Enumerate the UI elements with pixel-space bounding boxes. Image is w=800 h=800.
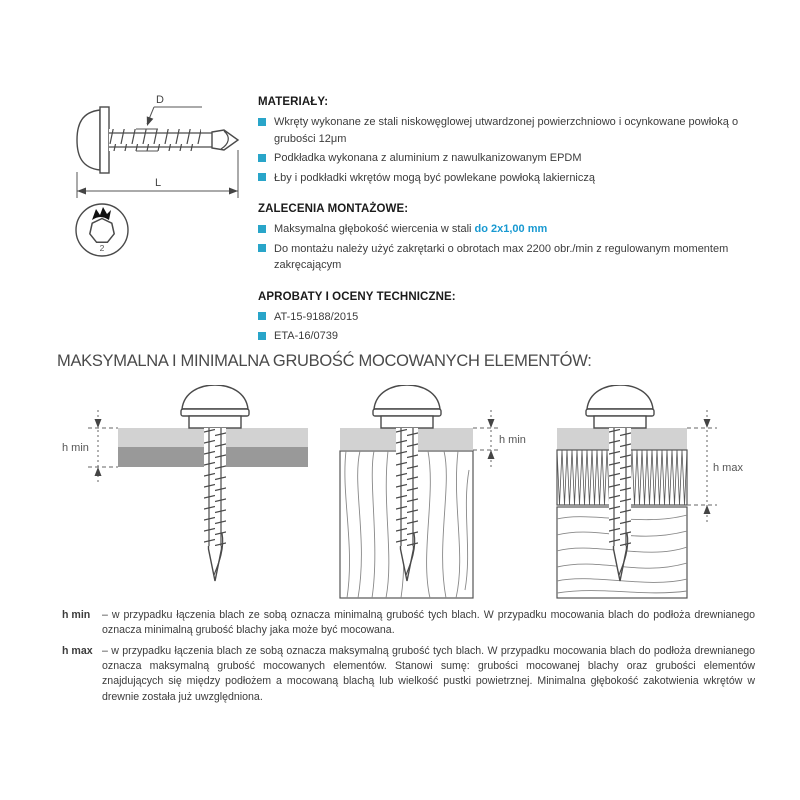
dimension-label: h max — [713, 462, 743, 474]
list-item — [258, 241, 752, 274]
definition-term: h max — [62, 644, 93, 657]
definitions-list — [62, 608, 755, 705]
list-item — [258, 114, 752, 147]
section-title: MATERIAŁY: — [258, 96, 329, 108]
spec-column — [258, 96, 752, 362]
bullet-square-icon — [258, 173, 266, 181]
thickness-section-heading: MAKSYMALNA I MINIMALNA GRUBOŚĆ MOCOWANYCH ELEMENTÓW: — [57, 352, 592, 370]
section-approvals — [258, 291, 752, 345]
bullet-square-icon — [258, 312, 266, 320]
section-title: APROBATY I OCENY TECHNICZNE: — [258, 290, 456, 303]
definition-text: – w przypadku łączenia blach ze sobą oznacza minimalną grubość tych blach. W przypadku mocowania blach do podłoża drewnianego oznacza minimalną grubość blachy jaka może być mocowana. — [102, 609, 755, 637]
diagram-sheet-insulation-wood — [552, 385, 772, 605]
dimension-label: h min — [62, 442, 89, 454]
dimension-h-min — [62, 410, 118, 485]
definition-term: h min — [62, 609, 91, 621]
bullet-text: AT-15-9188/2015 — [274, 310, 359, 323]
diagram-two-sheets — [60, 385, 310, 605]
bullet-text — [274, 221, 547, 238]
diagram-sheet-on-wood — [333, 385, 548, 605]
bullet-text: Podkładka wykonana z aluminium z nawulkanizowanym EPDM — [274, 152, 582, 164]
dimension-label: h min — [499, 434, 526, 446]
dimension-h-max — [687, 410, 743, 523]
highlighted-value: do 2x1,00 mm — [474, 223, 548, 235]
section-assembly — [258, 203, 752, 274]
bullet-text: Łby i podkładki wkrętów mogą być powlekane powłoką lakierniczą — [274, 171, 595, 184]
bullet-text: Do montażu należy użyć zakrętarki o obrotach max 2200 obr./min z regulowanym momentem zakręcającym — [274, 242, 729, 271]
bullet-square-icon — [258, 118, 266, 126]
bullet-square-icon — [258, 244, 266, 252]
list-item — [258, 150, 752, 167]
bullet-square-icon — [258, 225, 266, 233]
screw-head-top-view — [76, 204, 128, 256]
screw-technical-drawing — [74, 92, 242, 264]
section-materials — [258, 96, 752, 186]
drive-socket-outline — [90, 219, 114, 243]
screw-side-view — [77, 107, 238, 173]
screw-illustration — [181, 385, 249, 581]
bullet-square-icon — [258, 154, 266, 162]
drive-size-label: 2 — [99, 243, 105, 253]
bullet-text-prefix: Maksymalna głębokość wiercenia w stali — [274, 223, 475, 235]
section-title: ZALECENIA MONTAŻOWE: — [258, 203, 409, 215]
dimension-h-min — [473, 410, 526, 470]
bullet-square-icon — [258, 332, 266, 340]
bullet-text: Wkręty wykonane ze stali niskowęglowej utwardzonej powierzchniowo i ocynkowane powłoką o grubości 12μm — [274, 116, 739, 145]
bullet-text: ETA-16/0739 — [274, 330, 339, 342]
list-item — [258, 309, 752, 326]
list-item — [258, 328, 752, 345]
list-item — [258, 170, 752, 187]
list-item — [258, 221, 752, 238]
definition-text: – w przypadku łączenia blach ze sobą oznacza maksymalną grubość tych blach. W przypadku mocowania blach do podłoża drewnianego oznacza maksymalną grubość mocowanych elementów. Stanowi sumę: grubości mocowanej blachy oraz grubości elementów znajdujących się między podłożem a mocowaną blachą lub wielkość pustki powietrznej. Minimalna głębokość zakotwienia wkrętów w drewnie została już uwzględniona. — [102, 644, 755, 703]
length-label: L — [154, 177, 162, 189]
diameter-label: D — [156, 94, 164, 106]
